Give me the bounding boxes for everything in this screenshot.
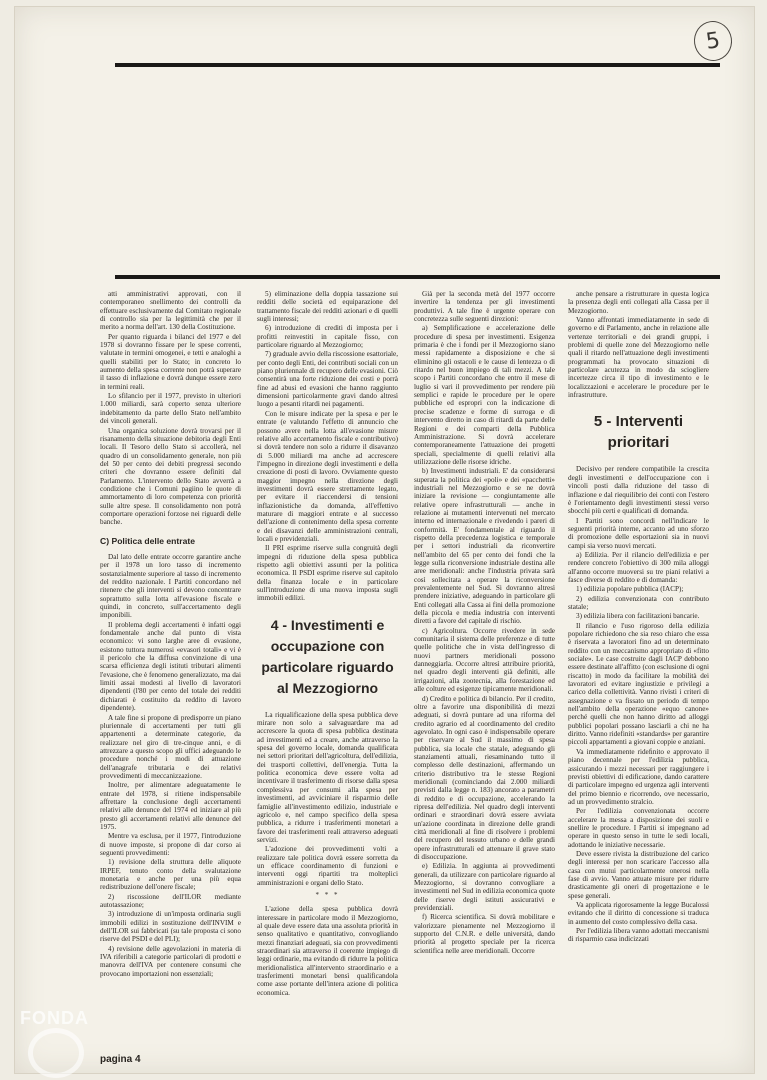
paragraph: b) Investimenti industriali. E' da considerarsi superata la politica dei «poli» e dei «pacchetti» industriali nel Mezzogiorno e se ne dovrà iniziare la revisione — congiuntamente alle relative opere infrastrutturali — anche in relazione ai mutamenti intervenuti nel mercato interno ed internazionale e rivedendo i pareri di conformità. E' fondamentale al riguardo il rispetto della precedenza logistica e temporale per i settori industriali da riconvertire nell'ambito del 65 per cento dei fondi che la legge sulla riconversione industriale destina alle aree meridionali: anche l'industria privata sarà così sollecitata a operare la riconversione prevalentemente nel Sud. Si dovranno altresì prendere iniziative, adeguando in particolare gli Enti collegati alla Cassa ai fini della promozione della piccola e media industria con interventi diretti a favore del capitale di rischio.: [414, 467, 555, 626]
paragraph: a) Semplificazione e accelerazione delle procedure di spesa per investimenti. Esigenza primaria è che i fondi per il Mezzogiorno siano messi rapidamente a disposizione e che si eliminino gli ostacoli e le cause di lentezza o di ritardo nel buon impiego di tali mezzi. A tale scopo i Partiti concordano che entro il mese di luglio si vari il provvedimento per rendere più semplici e rapide le procedure per le opere pubbliche ed espropri con la indicazione di precise scadenze e forme di surroga e di intervento diretto in caso di ritardi da parte delle Regioni e dei comparti della Pubblica Amministrazione. Si dovrà accelerare contemporaneamente l'attuazione dei progetti speciali, specialmente di quelli relativi alla utilizzazione delle risorse idriche.: [414, 324, 555, 466]
paragraph: d) Credito e politica di bilancio. Per il credito, oltre a favorire una disponibilità di mezzi adeguati, si dovrà puntare ad una riforma del credito agrario ed al coordinamento del credito agevolato. In ogni caso è indispensabile operare per riservare al Sud il massimo di spesa pubblica, sia locale che statale, adeguando gli stanziamenti attuali, riesaminando tutto il complesso delle destinazioni, affermando un criterio distributivo tra le stesse Regioni meridionali (cominciando dai 2.000 miliardi previsti dalla legge n. 183) ancorato a parametri di reddito e di occupazione, accelerando la ripresa dell'edilizia. Nel quadro degli interventi ordinari e straordinari dovrà essere avviata un'azione coordinata in direzione delle grandi città meridionali al fine di risolvere i problemi del recupero del tessuto urbano e delle grandi opere infrastrutturali ed attenuare il grave stato di disoccupazione.: [414, 694, 555, 862]
watermark-logo-icon: [28, 1028, 84, 1078]
paragraph: I Partiti sono concordi nell'indicare le seguenti priorità interne, accanto ad uno sforzo di promozione delle esportazioni sia in nuovi campi sia verso nuovi mercati.: [568, 516, 709, 550]
middle-rule: [115, 275, 720, 279]
paragraph: Il problema degli accertamenti è infatti oggi fondamentale anche dal punto di vista economico: vi sono larghe aree di evasione, esistono tuttora numerosi «evasori totali» e vi è il pericolo che la diffusa convinzione di una scarsa efficienza degli istituti tributari alimenti l'evasione, che è fenomeno generalizzato, ma dai limiti assai modesti al livello di lavoratori dipendenti (l'80 per cento del totale dei redditi dichiarati è costituito da reddito di lavoro dipendente).: [100, 620, 241, 713]
paragraph: f) Ricerca scientifica. Si dovrà mobilitare e valorizzare pienamente nel Mezzogiorno il supporto del C.N.R. e delle università, dando priorità al progetto speciale per la ricerca scientifica nelle aree meridionali. Occorre: [414, 913, 555, 955]
handwritten-page-number: 5: [691, 19, 734, 64]
paragraph: Per l'edilizia libera vanno adottati meccanismi di risparmio casa indicizzati: [568, 927, 709, 944]
paragraph: L'adozione dei provvedimenti volti a realizzare tale politica dovrà essere sorretta da un efficace coordinamento di funzioni e interventi oggi ripartiti tra molteplici amministrazioni e organi dello Stato.: [257, 845, 398, 887]
page-footer: pagina 4: [100, 1054, 141, 1065]
paragraph: c) Agricoltura. Occorre rivedere in sede comunitaria il sistema delle preferenze e di tutte quelle politiche che in vista dell'ingresso di nuovi partners meridionali possono danneggiarla. Occorre altresì attribuire priorità, nel quadro degli interventi già definiti, alle irrigazioni, alla zootecnia, alla forestazione ed alle colture ed esigenze tipicamente meridionali.: [414, 626, 555, 694]
paragraph: Lo sfilancio per il 1977, previsto in ulteriori 1.000 miliardi, sarà coperto senza ulteriore indebitamento da parte dello Stato nell'ambito dei vincoli generali.: [100, 392, 241, 426]
list-item: 3) introduzione di un'imposta ordinaria sugli immobili edilizi in sostituzione dell'INVIM e dell'ILOR sui fabbricati (su tale proposta ci sono riserve del PSDI e del PLI);: [100, 910, 241, 944]
article-columns: [100, 290, 710, 1055]
paragraph: Il rilancio e l'uso rigoroso della edilizia popolare richiedono che sia reso chiaro che essa è riservata a lavoratori fino ad un determinato reddito con un meccanismo appropriato di «fitto sociale». Le case costruite dagli IACP debbono essere destinate all'affitto (con esclusione di ogni riscatto) in modo da facilitare la mobilità dei lavoratori ed evitare ingiustizie e privilegi a carico della collettività. Vanno rivisti i criteri di assegnazione e va fissato un periodo di tempo nell'ambito della operazione «equo canone» perché quelli che non hanno diritto ad alloggi pubblici popolari possano lasciarli a chi ne ha diritto. Vanno ridefiniti «standards» per garantire piccoli appartamenti a giovani coppie e anziani.: [568, 621, 709, 747]
paragraph: Dal lato delle entrate occorre garantire anche per il 1978 un loro tasso di incremento sostanzialmente superiore al tasso di incremento del reddito nazionale. I Partiti concordano nel ritenere che gli interventi si devono concentrare soprattutto sulla lotta all'evasione fiscale e quindi, in concreto, sull'accertamento degli imponibili.: [100, 552, 241, 620]
list-item: 2) edilizia convenzionata con contributo statale;: [568, 594, 709, 611]
list-item: 5) eliminazione della doppia tassazione sui redditi delle società ed equiparazione del trattamento fiscale dei redditi azionari e di quelli sugli interessi;: [257, 290, 398, 324]
paragraph: e) Edilizia. In aggiunta ai provvedimenti generali, da utilizzare con particolare riguardo al Mezzogiorno, si dovranno convogliare a investimenti nel Sud in edilizia economica quote delle riserve degli istituti assicurativi e previdenziali.: [414, 862, 555, 913]
paragraph: Una organica soluzione dovrà trovarsi per il risanamento della situazione debitoria degli Enti locali. Il Tesoro dello Stato si accollerà, nel quadro di un consolidamento generale, non più del 50 per cento dei debiti pregressi secondo criteri che dovranno essere definiti dal Parlamento. L'intervento dello Stato avverrà a condizione che i Comuni pagiino le quote di ammortamento di loro competenza con priorità sulle altre spese. Il consolidamento non potrà comportare operazioni forzose nei riguardi delle banche.: [100, 426, 241, 527]
paragraph: Vanno affrontati immediatamente in sede di governo e di Parlamento, anche in relazione alle vertenze territoriali e dei grandi gruppi, i problemi di quelle zone del Mezzogiorno nelle quali il ritardo nell'attuazione degli investimenti programmati ha provocato situazioni di particolare acutezza in modo da sciogliere incertezze circa il tipo di investimento e le localizzazioni e accelerare le procedure per le infrastrutture.: [568, 316, 709, 400]
paragraph: Decisivo per rendere compatibile la crescita degli investimenti e dell'occupazione con i vincoli posti dalla riduzione del tasso di inflazione e dal riequilibrio dei conti con l'estero è l'orientamento degli investimenti stessi verso sbocchi più certi e qualificati di domanda.: [568, 465, 709, 516]
paragraph: Con le misure indicate per la spesa e per le entrate (e valutando l'effetto di annuncio che possono avere nella lotta all'evasione misure relative allo accertamento fiscale e contributivo) si dovrà tendere non solo a ridurre il disavanzo di 5.000 miliardi ma anche ad accrescere l'impegno in direzione degli investimenti e della creazione di posti di lavoro. Ovviamente questo maggior impegno nella direzione degli investimenti dovrà essere strettamente legato, per evitare il riaccendersi di tensioni inflazionistiche da domanda, all'effettivo maturare di maggiori entrate e al successo dell'azione di contenimento della spesa corrente e dei disavanzi delle amministrazioni centrali, locali e previdenziali.: [257, 409, 398, 543]
paragraph: atti amministrativi approvati, con il contemporaneo snellimento dei controlli da effettuare esclusivamente dal Comitato regionale di controllo sia per la legittimità che per il merito a norma dell'art. 130 della Costituzione.: [100, 290, 241, 332]
section-heading-investimenti: 4 - Investimenti e occupazione con particolare riguardo al Mezzogiorno: [261, 616, 394, 696]
list-item: 2) riscossione dell'ILOR mediante autotassazione;: [100, 892, 241, 910]
paragraph: Già per la seconda metà del 1977 occorre invertire la tendenza per gli investimenti produttivi. A tale fine è urgente operare con concretezza sulle seguenti direzioni:: [414, 290, 555, 324]
section-heading-interventi: 5 - Interventi prioritari: [593, 413, 684, 452]
column-2: [257, 290, 398, 1055]
paragraph: Mentre va esclusa, per il 1977, l'introduzione di nuove imposte, si propone di dar corso ai seguenti provvedimenti:: [100, 832, 241, 857]
list-item: 1) edilizia popolare pubblica (IACP);: [576, 585, 684, 594]
paragraph: Inoltre, per alimentare adeguatamente le entrate del 1978, si ritiene indispensabile affrettare la conclusione degli accertamenti relativi alle denunce del 1974 ed iniziare al più presto gli accertamenti relativi alle denunce del 1975.: [100, 781, 241, 831]
paragraph: a) Edilizia. Per il rilancio dell'edilizia e per rendere concreto l'obiettivo di 300 mila alloggi all'anno occorre muoversi su tre piani relativi a fasce diverse di reddito e di domanda:: [568, 550, 709, 584]
list-item: 6) introduzione di crediti di imposta per i profitti reinvestiti in capitale fisso, con particolare riguardo al Mezzogiorno;: [257, 324, 398, 350]
section-separator: * * *: [315, 890, 340, 899]
paragraph: Il PRI esprime riserve sulla congruità degli impegni di riduzione della spesa pubblica rispetto agli obiettivi assunti per la politica economica. Il PSDI esprime riserve sul capitolo della finanza locale e in particolare sull'introduzione di una nuova imposta sugli immobili edilizi.: [257, 544, 398, 603]
paragraph: anche pensare a ristrutturare in questa logica la presenza degli enti collegati alla Cassa per il Mezzogiorno.: [568, 290, 709, 315]
paragraph: A tale fine si propone di predisporre un piano pluriennale di accertamenti per tutti gli appartenenti a determinate categorie, da realizzare nel giro di tre-cinque anni, e di attrezzare a questo scopo gli uffici adeguando le procedure nonché i modi di attuazione dell'anagrafe tributaria e dei relativi provvedimenti di meccanizzazione.: [100, 713, 241, 780]
paragraph: L'azione della spesa pubblica dovrà interessare in particolare modo il Mezzogiorno, al quale deve essere data una assoluta priorità in senso qualitativo e quantitativo, convogliando mezzi finanziari adeguati, sia con provvedimenti straordinari sia attraverso il coerente impiego di leggi ordinarie, ma evitando di ridurre la politica meridionalistica all'intervento straordinario e a trasferimenti monetari bensì qualificandola come asse portante dell'intera azione di politica economica.: [257, 905, 398, 997]
paragraph: Deve essere rivista la distribuzione del carico degli interessi per non scaricare l'accesso alla casa con mutui particolarmente onerosi nella fase di avvio. Vanno attuate misure per ridurre drasticamente gli oneri di progettazione e le spese generali.: [568, 849, 709, 900]
column-4: [568, 290, 709, 1055]
column-3: [414, 290, 555, 1055]
paragraph: Va immediatamente rideﬁnito e approvato il piano decennale per l'edilizia pubblica, assicurando i mezzi necessari per raggiungere i previsti obiettivi di edificazione, dando carattere di particolare impegno ed urgenza agli interventi del primo biennio e ricorrendo, ove necessario, ad un provvedimento stralcio.: [568, 747, 709, 806]
top-rule: [115, 63, 720, 67]
watermark: FONDA: [20, 1008, 89, 1028]
column-1: [100, 290, 241, 1055]
list-item: 4) revisione delle agevolazioni in materia di IVA riferibili a categorie particolari di prodotti e manovra dell'IVA per contenere consumi che provocano importazioni non essenziali;: [100, 944, 241, 978]
paragraph: Per l'edilizia convenzionata occorre accelerare la messa a disposizione dei suoli e snellire le procedure. I Partiti si impegnano ad operare in questo senso in tutte le sedi locali, adottando le iniziative necessarie.: [568, 807, 709, 849]
list-item: 7) graduale avvio della riscossione esattoriale, per conto degli Enti, dei contributi sociali con un piano pluriennale di recupero delle evasioni. Ciò consentirà una forte riduzione dei costi e porrà fine ad abusi ed evasioni che hanno raggiunto dimensioni particolarmente gravi dando altresì luogo a pesanti ritardi nei pagamenti.: [257, 350, 398, 409]
list-item: 1) revisione della struttura delle aliquote IRPEF, tenuto conto della svalutazione monetaria e anche per una più equa redistribuzione dell'onere fiscale;: [100, 858, 241, 892]
paragraph: La riqualificazione della spesa pubblica deve mirare non solo a salvaguardare ma ad accrescere la quota di spesa pubblica destinata ad investimenti ed a creare, anche attraverso la spesa del governo locale, domanda qualificata nei settori prioritari dell'agricoltura, dell'edilizia, dei trasporti collettivi, dell'energia. Tutta la politica economica deve essere volta ad incentivare il trasferimento di risorse dalla spesa complessiva per consumi alla spesa per investimenti, ad avviciniare il risparmio delle famiglie all'investimento edilizio, industriale e agricolo e, nel campo specifico della spesa pubblica, a ridurre i trasferimenti monetari a favore dei trasferimenti reali attraverso adeguati servizi.: [257, 710, 398, 844]
paragraph: Per quanto riguarda i bilanci del 1977 e del 1978 si dovranno fissare per le spese correnti, valutate in termini omogenei, e tetti e analoghi a quelli stabiliti per lo Stato; in concreto lo aumento della spesa corrente non potrà superare il tasso di inflazione e dovrà dunque essere zero in termini reali.: [100, 332, 241, 391]
paragraph: Va applicata rigorosamente la legge Bucalossi evitando che il diritto di concessione si traduca in aumento del costo complessivo della casa.: [568, 901, 709, 926]
section-heading-entrate: C) Politica delle entrate: [100, 535, 196, 546]
list-item: 3) edilizia libera con facilitazioni bancarie.: [576, 612, 700, 621]
